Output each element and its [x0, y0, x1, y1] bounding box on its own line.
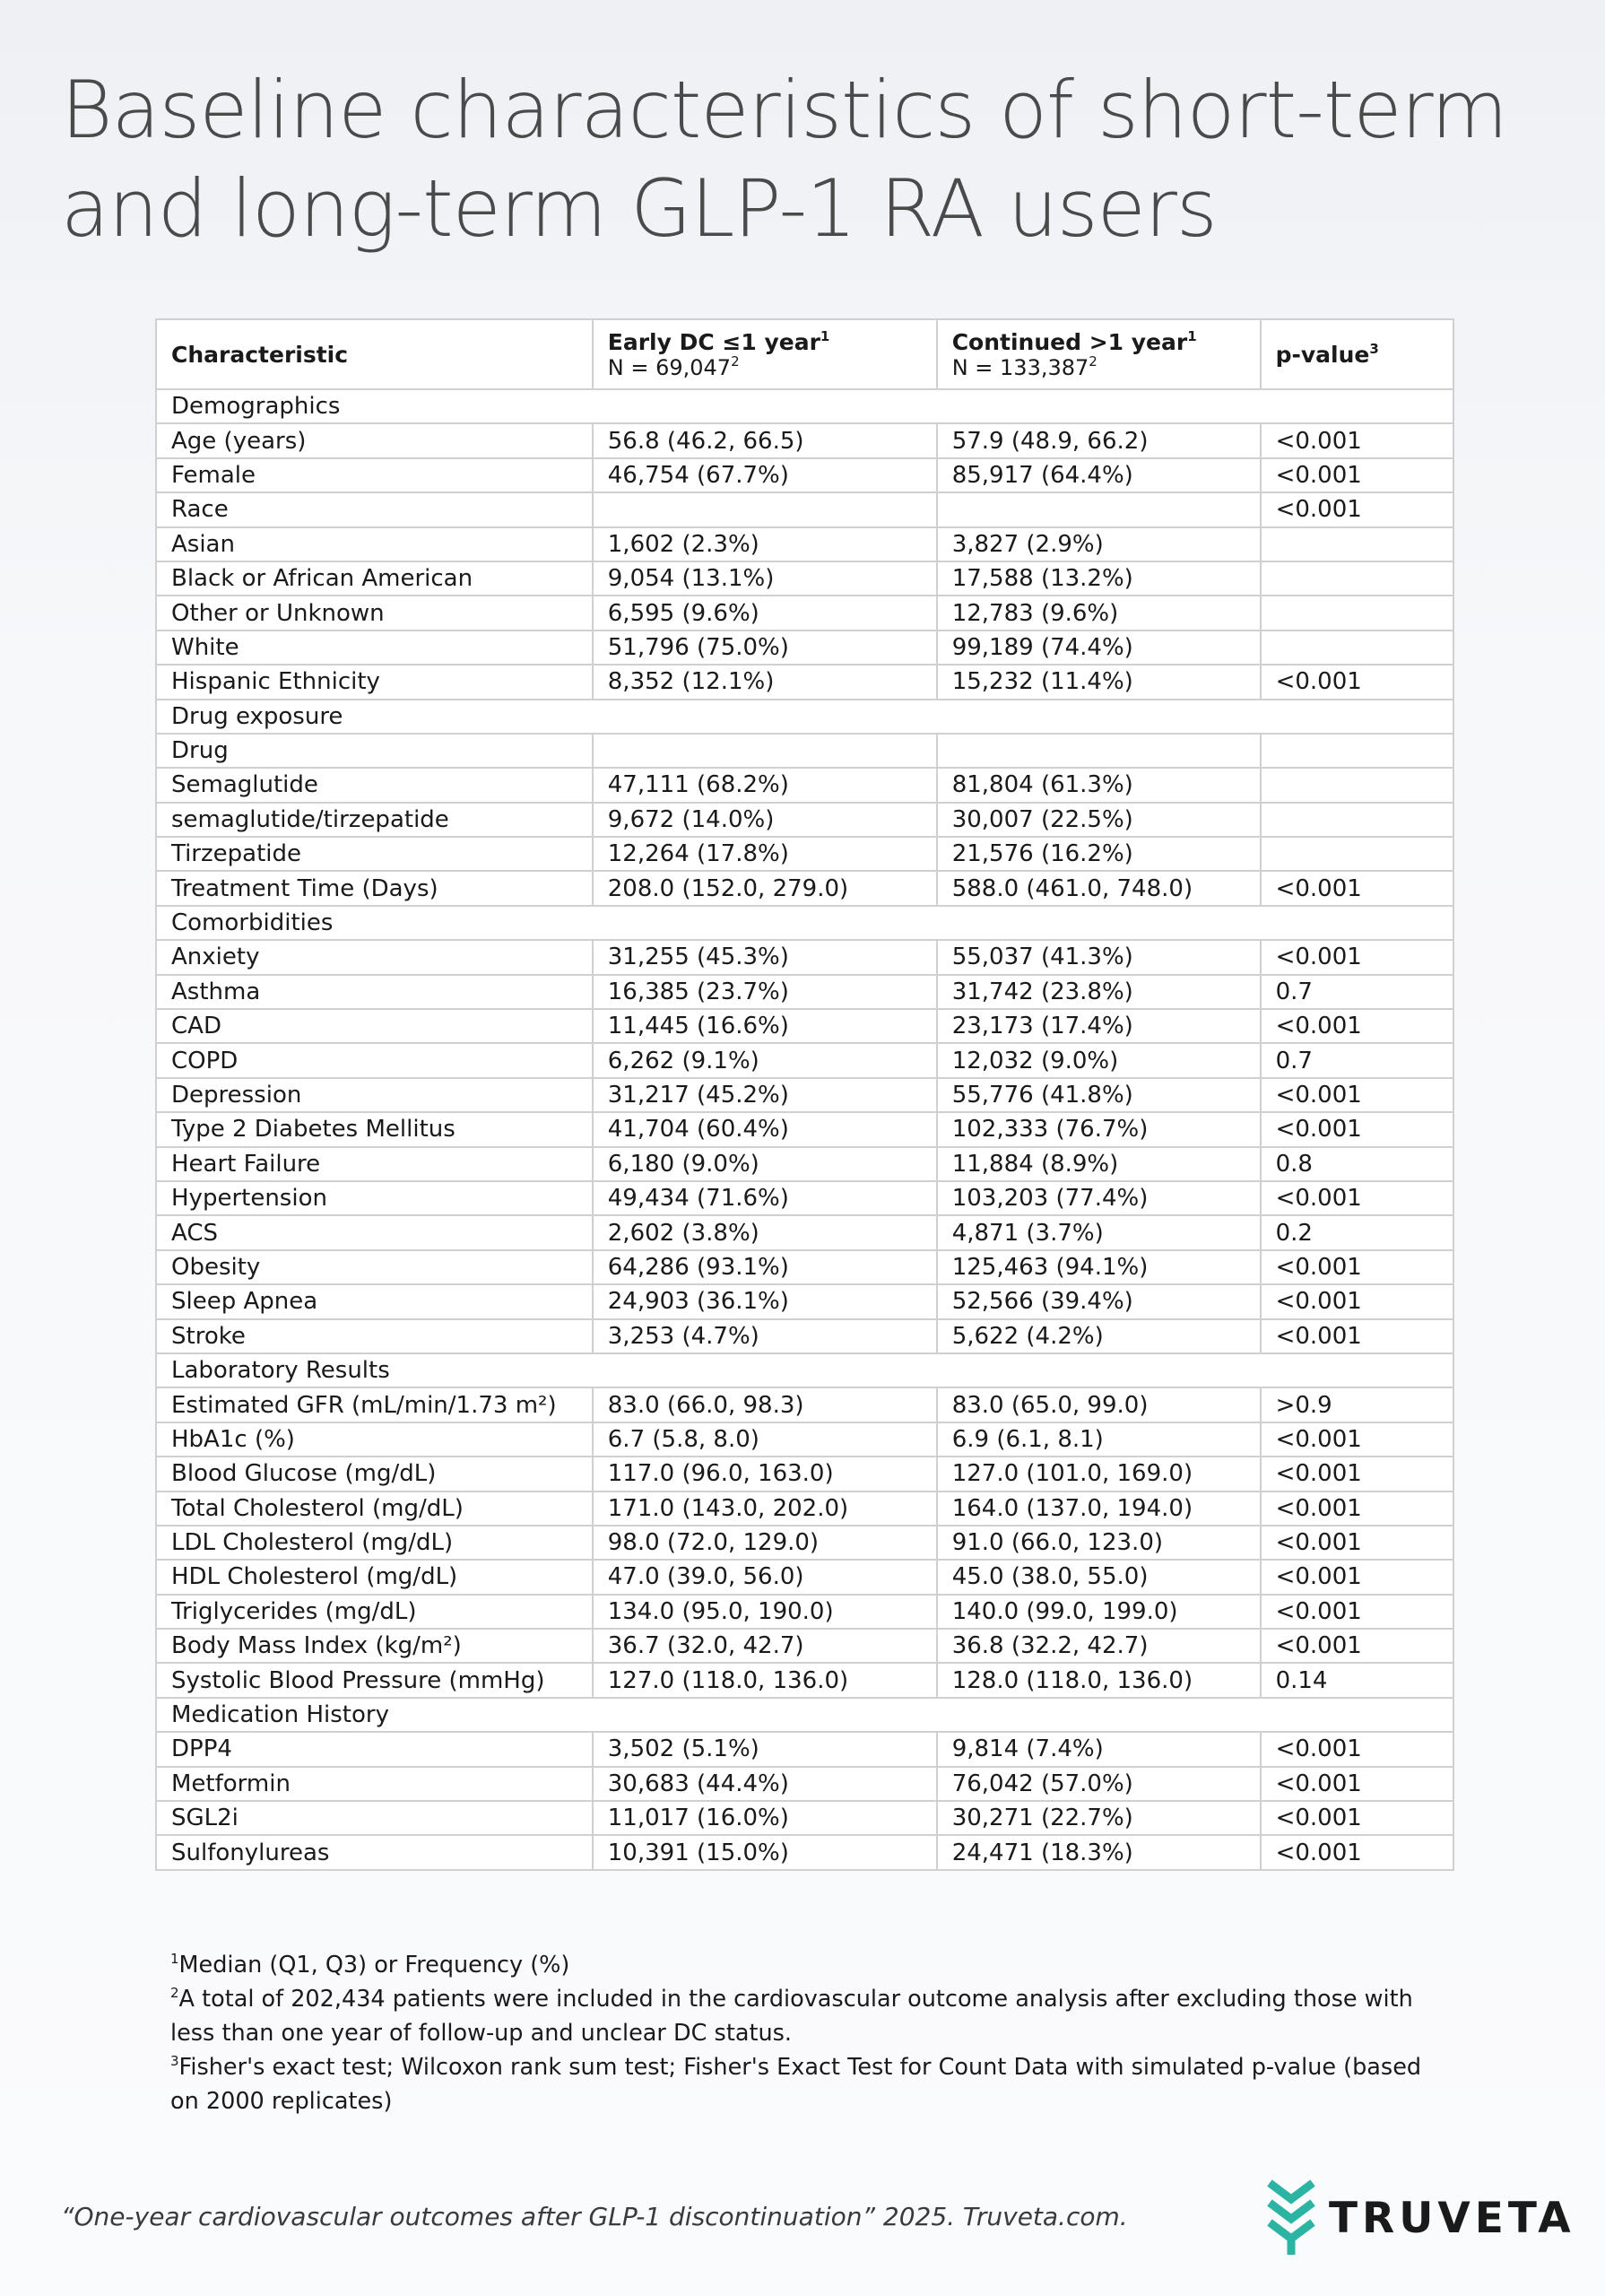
- row-label: semaglutide/tirzepatide: [156, 803, 593, 837]
- p-value: <0.001: [1261, 1492, 1453, 1526]
- continued-value: 140.0 (99.0, 199.0): [937, 1595, 1261, 1629]
- continued-value: 12,783 (9.6%): [937, 596, 1261, 630]
- row-label: Heart Failure: [156, 1147, 593, 1181]
- section-heading: Comorbidities: [156, 906, 1453, 940]
- early-dc-value: 11,445 (16.6%): [593, 1009, 937, 1043]
- section-heading: Medication History: [156, 1698, 1453, 1732]
- early-dc-value: 6,262 (9.1%): [593, 1043, 937, 1077]
- p-value: <0.001: [1261, 1457, 1453, 1491]
- p-value: <0.001: [1261, 1595, 1453, 1629]
- p-value: <0.001: [1261, 1009, 1453, 1043]
- footnotes: [170, 1948, 1444, 2118]
- row-label: Asian: [156, 527, 593, 561]
- table-row: [156, 975, 1453, 1009]
- table-row: [156, 1835, 1453, 1869]
- page-title-line-1: Baseline characteristics of short-term: [61, 64, 1507, 156]
- row-label: Hypertension: [156, 1181, 593, 1215]
- row-label: Female: [156, 458, 593, 492]
- row-label: Other or Unknown: [156, 596, 593, 630]
- continued-value: 30,007 (22.5%): [937, 803, 1261, 837]
- row-label: Black or African American: [156, 561, 593, 596]
- row-label: Depression: [156, 1078, 593, 1112]
- row-label: Estimated GFR (mL/min/1.73 m²): [156, 1387, 593, 1422]
- row-label: Age (years): [156, 423, 593, 457]
- p-value: <0.001: [1261, 1250, 1453, 1284]
- p-value: [1261, 631, 1453, 665]
- table-row: [156, 1387, 1453, 1422]
- early-dc-value: 47.0 (39.0, 56.0): [593, 1560, 937, 1594]
- row-label: Treatment Time (Days): [156, 871, 593, 905]
- p-value: <0.001: [1261, 458, 1453, 492]
- section-row: [156, 700, 1453, 734]
- table-body: [156, 389, 1453, 1870]
- section-row: [156, 1698, 1453, 1732]
- table-row: [156, 1112, 1453, 1146]
- early-dc-value: 51,796 (75.0%): [593, 631, 937, 665]
- continued-value: [937, 734, 1261, 768]
- row-label: HDL Cholesterol (mg/dL): [156, 1560, 593, 1594]
- table-row: [156, 734, 1453, 768]
- table-row: [156, 1215, 1453, 1249]
- row-label: Body Mass Index (kg/m²): [156, 1629, 593, 1663]
- continued-value: 164.0 (137.0, 194.0): [937, 1492, 1261, 1526]
- continued-value: 23,173 (17.4%): [937, 1009, 1261, 1043]
- p-value: <0.001: [1261, 665, 1453, 699]
- continued-value: 57.9 (48.9, 66.2): [937, 423, 1261, 457]
- p-value: <0.001: [1261, 1835, 1453, 1869]
- table-row: [156, 492, 1453, 526]
- section-row: [156, 1353, 1453, 1387]
- section-heading: Laboratory Results: [156, 1353, 1453, 1387]
- continued-value: 125,463 (94.1%): [937, 1250, 1261, 1284]
- early-dc-value: 98.0 (72.0, 129.0): [593, 1526, 937, 1560]
- table-row: [156, 527, 1453, 561]
- early-dc-value: 171.0 (143.0, 202.0): [593, 1492, 937, 1526]
- p-value: <0.001: [1261, 1284, 1453, 1318]
- early-dc-value: [593, 734, 937, 768]
- p-value: [1261, 768, 1453, 802]
- table-row: [156, 871, 1453, 905]
- table-row: [156, 1767, 1453, 1801]
- continued-value: 99,189 (74.4%): [937, 631, 1261, 665]
- table-row: [156, 596, 1453, 630]
- continued-value: [937, 492, 1261, 526]
- table-row: [156, 1457, 1453, 1491]
- early-dc-value: 10,391 (15.0%): [593, 1835, 937, 1869]
- early-dc-value: 24,903 (36.1%): [593, 1284, 937, 1318]
- p-value: 0.7: [1261, 975, 1453, 1009]
- row-label: CAD: [156, 1009, 593, 1043]
- p-value: [1261, 527, 1453, 561]
- p-value: <0.001: [1261, 1801, 1453, 1835]
- early-dc-value: 134.0 (95.0, 190.0): [593, 1595, 937, 1629]
- footnote: $^3$Fisher's exact test; Wilcoxon rank sum test; Fisher's Exact Test for Count Data with simulated p-value (based on 2000 replicates): [170, 2053, 1422, 2115]
- continued-value: 11,884 (8.9%): [937, 1147, 1261, 1181]
- row-label: Obesity: [156, 1250, 593, 1284]
- early-dc-value: 12,264 (17.8%): [593, 837, 937, 871]
- continued-value: 91.0 (66.0, 123.0): [937, 1526, 1261, 1560]
- table-row: [156, 1009, 1453, 1043]
- header-early-dc: Early DC ≤1 year$^1$ $N = 69,047^2$: [593, 319, 937, 389]
- row-label: COPD: [156, 1043, 593, 1077]
- row-label: LDL Cholesterol (mg/dL): [156, 1526, 593, 1560]
- continued-value: 76,042 (57.0%): [937, 1767, 1261, 1801]
- p-value: <0.001: [1261, 1629, 1453, 1663]
- continued-value: 55,037 (41.3%): [937, 940, 1261, 974]
- table-row: [156, 1663, 1453, 1697]
- truveta-chevron-icon: [1266, 2179, 1316, 2257]
- early-dc-value: 49,434 (71.6%): [593, 1181, 937, 1215]
- continued-value: 127.0 (101.0, 169.0): [937, 1457, 1261, 1491]
- early-dc-value: 31,217 (45.2%): [593, 1078, 937, 1112]
- section-row: [156, 389, 1453, 423]
- continued-value: 102,333 (76.7%): [937, 1112, 1261, 1146]
- early-dc-value: 64,286 (93.1%): [593, 1250, 937, 1284]
- truveta-wordmark: TRUVETA: [1329, 2194, 1575, 2243]
- table-row: [156, 1250, 1453, 1284]
- p-value: 0.14: [1261, 1663, 1453, 1697]
- table-row: [156, 1629, 1453, 1663]
- early-dc-value: 3,502 (5.1%): [593, 1732, 937, 1766]
- table-row: [156, 1595, 1453, 1629]
- row-label: Drug: [156, 734, 593, 768]
- continued-value: 52,566 (39.4%): [937, 1284, 1261, 1318]
- early-dc-value: 9,672 (14.0%): [593, 803, 937, 837]
- page-title: [61, 61, 1540, 258]
- continued-value: 81,804 (61.3%): [937, 768, 1261, 802]
- header-characteristic: Characteristic: [156, 319, 593, 389]
- row-label: Sleep Apnea: [156, 1284, 593, 1318]
- table-row: [156, 1560, 1453, 1594]
- early-dc-value: 8,352 (12.1%): [593, 665, 937, 699]
- early-dc-value: 208.0 (152.0, 279.0): [593, 871, 937, 905]
- p-value: 0.7: [1261, 1043, 1453, 1077]
- table-row: [156, 940, 1453, 974]
- early-dc-value: 1,602 (2.3%): [593, 527, 937, 561]
- early-dc-value: 41,704 (60.4%): [593, 1112, 937, 1146]
- table-row: [156, 1078, 1453, 1112]
- p-value: [1261, 734, 1453, 768]
- continued-value: 55,776 (41.8%): [937, 1078, 1261, 1112]
- baseline-characteristics-table: [155, 318, 1454, 1871]
- p-value: <0.001: [1261, 423, 1453, 457]
- table-row: [156, 803, 1453, 837]
- table-row: [156, 1147, 1453, 1181]
- early-dc-value: 6,180 (9.0%): [593, 1147, 937, 1181]
- row-label: Asthma: [156, 975, 593, 1009]
- p-value: <0.001: [1261, 1319, 1453, 1353]
- p-value: <0.001: [1261, 1181, 1453, 1215]
- p-value: [1261, 561, 1453, 596]
- continued-value: 5,622 (4.2%): [937, 1319, 1261, 1353]
- row-label: White: [156, 631, 593, 665]
- continued-value: 21,576 (16.2%): [937, 837, 1261, 871]
- continued-value: 24,471 (18.3%): [937, 1835, 1261, 1869]
- row-label: Semaglutide: [156, 768, 593, 802]
- p-value: <0.001: [1261, 1422, 1453, 1457]
- row-label: Tirzepatide: [156, 837, 593, 871]
- row-label: SGL2i: [156, 1801, 593, 1835]
- footnote: $^2$A total of 202,434 patients were included in the cardiovascular outcome analysis after excluding those with less than one year of follow-up and unclear DC status.: [170, 1985, 1413, 2047]
- header-p-value: p-value$^3$: [1261, 319, 1453, 389]
- early-dc-value: 16,385 (23.7%): [593, 975, 937, 1009]
- p-value: <0.001: [1261, 871, 1453, 905]
- p-value: [1261, 837, 1453, 871]
- section-heading: Demographics: [156, 389, 1453, 423]
- row-label: Type 2 Diabetes Mellitus: [156, 1112, 593, 1146]
- table-row: [156, 1492, 1453, 1526]
- row-label: Anxiety: [156, 940, 593, 974]
- table-row: [156, 458, 1453, 492]
- continued-value: 103,203 (77.4%): [937, 1181, 1261, 1215]
- header-continued: Continued >1 year$^1$ $N = 133,387^2$: [937, 319, 1261, 389]
- continued-value: 36.8 (32.2, 42.7): [937, 1629, 1261, 1663]
- row-label: HbA1c (%): [156, 1422, 593, 1457]
- early-dc-value: 127.0 (118.0, 136.0): [593, 1663, 937, 1697]
- table-row: [156, 1181, 1453, 1215]
- row-label: Hispanic Ethnicity: [156, 665, 593, 699]
- early-dc-value: 2,602 (3.8%): [593, 1215, 937, 1249]
- p-value: [1261, 803, 1453, 837]
- continued-value: 45.0 (38.0, 55.0): [937, 1560, 1261, 1594]
- early-dc-value: [593, 492, 937, 526]
- row-label: Total Cholesterol (mg/dL): [156, 1492, 593, 1526]
- continued-value: 3,827 (2.9%): [937, 527, 1261, 561]
- table-row: [156, 1043, 1453, 1077]
- continued-value: 15,232 (11.4%): [937, 665, 1261, 699]
- p-value: <0.001: [1261, 1767, 1453, 1801]
- row-label: DPP4: [156, 1732, 593, 1766]
- early-dc-value: 56.8 (46.2, 66.5): [593, 423, 937, 457]
- continued-value: 9,814 (7.4%): [937, 1732, 1261, 1766]
- continued-value: 128.0 (118.0, 136.0): [937, 1663, 1261, 1697]
- continued-value: 31,742 (23.8%): [937, 975, 1261, 1009]
- row-label: Blood Glucose (mg/dL): [156, 1457, 593, 1491]
- p-value: <0.001: [1261, 1078, 1453, 1112]
- row-label: Stroke: [156, 1319, 593, 1353]
- table-row: [156, 1284, 1453, 1318]
- row-label: Sulfonylureas: [156, 1835, 593, 1869]
- table-row: [156, 1732, 1453, 1766]
- p-value: 0.2: [1261, 1215, 1453, 1249]
- continued-value: 12,032 (9.0%): [937, 1043, 1261, 1077]
- continued-value: 4,871 (3.7%): [937, 1215, 1261, 1249]
- truveta-logo: [1266, 2179, 1575, 2260]
- p-value: 0.8: [1261, 1147, 1453, 1181]
- footnote: $^1$Median (Q1, Q3) or Frequency (%): [170, 1951, 570, 1979]
- table-row: [156, 1319, 1453, 1353]
- row-label: Race: [156, 492, 593, 526]
- early-dc-value: 47,111 (68.2%): [593, 768, 937, 802]
- early-dc-value: 9,054 (13.1%): [593, 561, 937, 596]
- table-row: [156, 561, 1453, 596]
- table-row: [156, 423, 1453, 457]
- p-value: <0.001: [1261, 940, 1453, 974]
- early-dc-value: 6,595 (9.6%): [593, 596, 937, 630]
- p-value: >0.9: [1261, 1387, 1453, 1422]
- continued-value: 17,588 (13.2%): [937, 561, 1261, 596]
- continued-value: 30,271 (22.7%): [937, 1801, 1261, 1835]
- early-dc-value: 3,253 (4.7%): [593, 1319, 937, 1353]
- section-heading: Drug exposure: [156, 700, 1453, 734]
- citation: “One-year cardiovascular outcomes after GLP-1 discontinuation” 2025. Truveta.com.: [61, 2202, 1128, 2231]
- early-dc-value: 46,754 (67.7%): [593, 458, 937, 492]
- p-value: <0.001: [1261, 492, 1453, 526]
- continued-value: 83.0 (65.0, 99.0): [937, 1387, 1261, 1422]
- p-value: <0.001: [1261, 1732, 1453, 1766]
- p-value: <0.001: [1261, 1112, 1453, 1146]
- table-row: [156, 1801, 1453, 1835]
- continued-value: 85,917 (64.4%): [937, 458, 1261, 492]
- row-label: Triglycerides (mg/dL): [156, 1595, 593, 1629]
- table-row: [156, 1422, 1453, 1457]
- continued-value: 6.9 (6.1, 8.1): [937, 1422, 1261, 1457]
- page-title-line-2: and long-term GLP-1 RA users: [61, 162, 1217, 255]
- early-dc-value: 83.0 (66.0, 98.3): [593, 1387, 937, 1422]
- row-label: Systolic Blood Pressure (mmHg): [156, 1663, 593, 1697]
- table-row: [156, 837, 1453, 871]
- table-row: [156, 768, 1453, 802]
- early-dc-value: 6.7 (5.8, 8.0): [593, 1422, 937, 1457]
- early-dc-value: 36.7 (32.0, 42.7): [593, 1629, 937, 1663]
- early-dc-value: 30,683 (44.4%): [593, 1767, 937, 1801]
- p-value: <0.001: [1261, 1560, 1453, 1594]
- section-row: [156, 906, 1453, 940]
- row-label: Metformin: [156, 1767, 593, 1801]
- p-value: <0.001: [1261, 1526, 1453, 1560]
- row-label: ACS: [156, 1215, 593, 1249]
- p-value: [1261, 596, 1453, 630]
- table-row: [156, 631, 1453, 665]
- table-row: [156, 665, 1453, 699]
- continued-value: 588.0 (461.0, 748.0): [937, 871, 1261, 905]
- table-row: [156, 1526, 1453, 1560]
- table-header-row: [156, 319, 1453, 389]
- early-dc-value: 11,017 (16.0%): [593, 1801, 937, 1835]
- early-dc-value: 117.0 (96.0, 163.0): [593, 1457, 937, 1491]
- early-dc-value: 31,255 (45.3%): [593, 940, 937, 974]
